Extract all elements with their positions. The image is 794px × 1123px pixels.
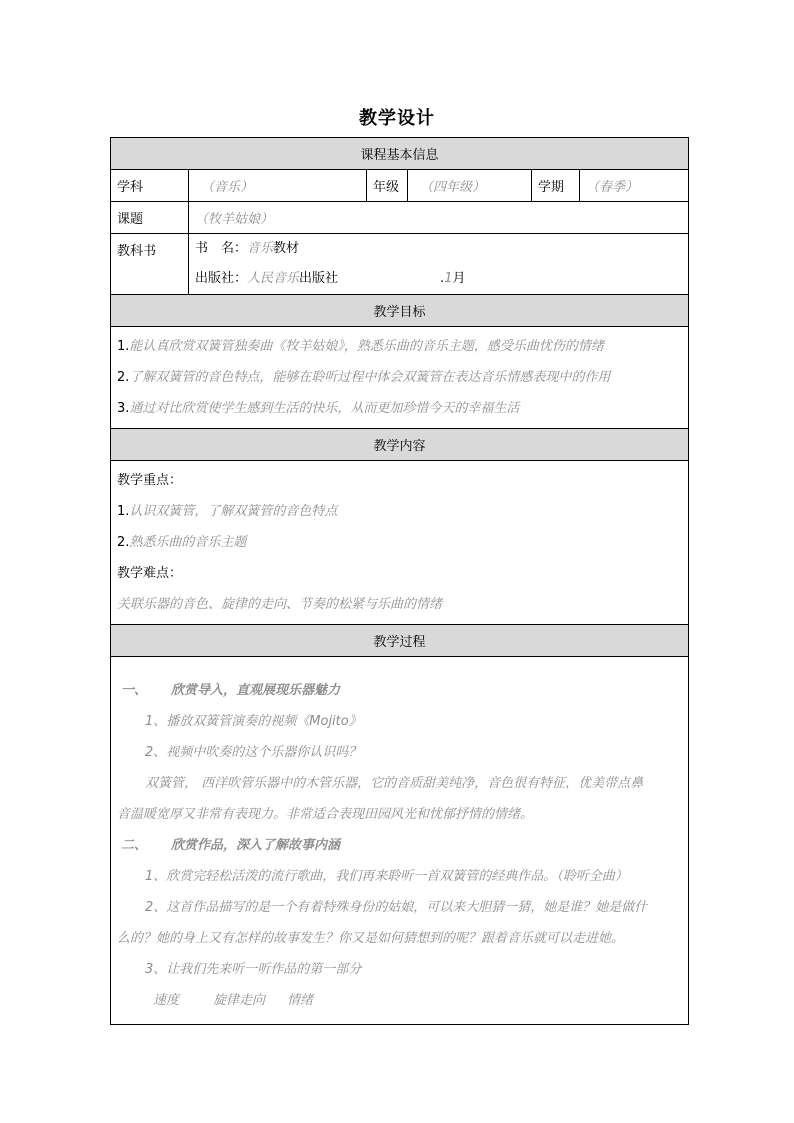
key-point-text: 认识双簧管，了解双簧管的音色特点 <box>129 504 338 519</box>
goals-header: 教学目标 <box>111 295 689 327</box>
key-point-text: 熟悉乐曲的音乐主题 <box>129 535 247 550</box>
topic-label: 课题 <box>111 202 189 234</box>
goal-item <box>117 331 682 362</box>
difficulty-label: 教学难点： <box>117 566 183 581</box>
goal-number: 1. <box>117 339 130 354</box>
process-paragraph-line: 音温暖宽厚又非常有表现力。非常适合表现田园风光和忧郁抒情的情绪。 <box>117 807 534 822</box>
goals-body <box>111 327 689 429</box>
key-point-number: 2. <box>117 535 130 550</box>
process-section-heading <box>117 830 682 861</box>
goal-item <box>117 393 682 424</box>
process-section-heading <box>117 675 682 706</box>
key-points-label: 教学重点： <box>117 473 183 488</box>
publisher-suffix: 出版社 <box>299 271 339 286</box>
goal-number: 3. <box>117 401 130 416</box>
goal-item <box>117 362 682 393</box>
publisher-label: 出版社： <box>195 271 248 286</box>
book-name-line <box>195 234 682 264</box>
publisher-line <box>195 264 682 294</box>
subject-label: 学科 <box>111 170 189 202</box>
term-melody: 旋律走向 <box>213 993 266 1008</box>
section-title: 欣赏导入，直观展现乐器魅力 <box>171 683 341 698</box>
date-dot: . <box>440 271 445 286</box>
process-step: 2、视频中吹奏的这个乐器你认识吗？ <box>145 745 362 760</box>
process-step: 1、播放双簧管演奏的视频《Mojito》 <box>145 714 362 729</box>
textbook-info <box>189 234 689 295</box>
term-speed: 速度 <box>153 993 180 1008</box>
goal-number: 2. <box>117 370 130 385</box>
process-paragraph-line: 么的？她的身上又有怎样的故事发生？你又是如何猜想到的呢？跟着音乐就可以走进她。 <box>117 931 625 946</box>
goal-text: 能认真欣赏双簧管独奏曲《牧羊姑娘》，熟悉乐曲的音乐主题，感受乐曲忧伤的情绪 <box>129 339 604 354</box>
goal-text: 通过对比欣赏使学生感到生活的快乐，从而更加珍惜今天的幸福生活 <box>129 401 520 416</box>
term-label: 学期 <box>532 170 580 202</box>
content-body <box>111 461 689 625</box>
textbook-label: 教科书 <box>111 234 189 295</box>
section-number: 一、 <box>121 683 148 698</box>
publisher-value: 人民音乐 <box>247 271 300 286</box>
book-name-label: 书 名： <box>195 241 248 256</box>
lesson-plan-table <box>110 137 689 1025</box>
section-title: 欣赏作品，深入了解故事内涵 <box>171 838 341 853</box>
process-step: 2、这首作品描写的是一个有着特殊身份的姑娘，可以来大胆猜一猜，她是谁？她是做什 <box>145 900 648 915</box>
key-point-item <box>117 496 682 527</box>
grade-label: 年级 <box>367 170 408 202</box>
difficulty-text: 关联乐器的音色、旋律的走向、节奏的松紧与乐曲的情绪 <box>117 597 443 612</box>
date-value: 1 <box>444 271 453 286</box>
grade-value: （四年级） <box>408 170 532 202</box>
term-value: （春季） <box>580 170 689 202</box>
book-name-value: 音乐 <box>247 241 274 256</box>
section-number: 二、 <box>121 838 148 853</box>
key-point-item <box>117 527 682 558</box>
process-body <box>111 657 689 1025</box>
term-emotion: 情绪 <box>287 993 314 1008</box>
process-header: 教学过程 <box>111 625 689 657</box>
goal-text: 了解双簧管的音色特点，能够在聆听过程中体会双簧管在表达音乐情感表现中的作用 <box>129 370 611 385</box>
subject-value: （音乐） <box>189 170 367 202</box>
topic-value: （牧羊姑娘） <box>189 202 689 234</box>
process-step: 1、欣赏完轻松活泼的流行歌曲，我们再来聆听一首双簧管的经典作品。（聆听全曲） <box>145 869 628 884</box>
page-title: 教学设计 <box>359 108 435 129</box>
book-name-suffix: 教材 <box>273 241 300 256</box>
key-point-number: 1. <box>117 504 130 519</box>
process-paragraph-line: 双簧管， 西洋吹管乐器中的木管乐器，它的音质甜美纯净，音色很有特征，优美带点鼻 <box>145 776 644 791</box>
content-header: 教学内容 <box>111 429 689 461</box>
date-suffix: 月 <box>452 271 466 286</box>
basic-info-header: 课程基本信息 <box>111 138 689 170</box>
process-terms <box>117 985 682 1016</box>
process-step: 3、让我们先来听一听作品的第一部分 <box>145 962 362 977</box>
